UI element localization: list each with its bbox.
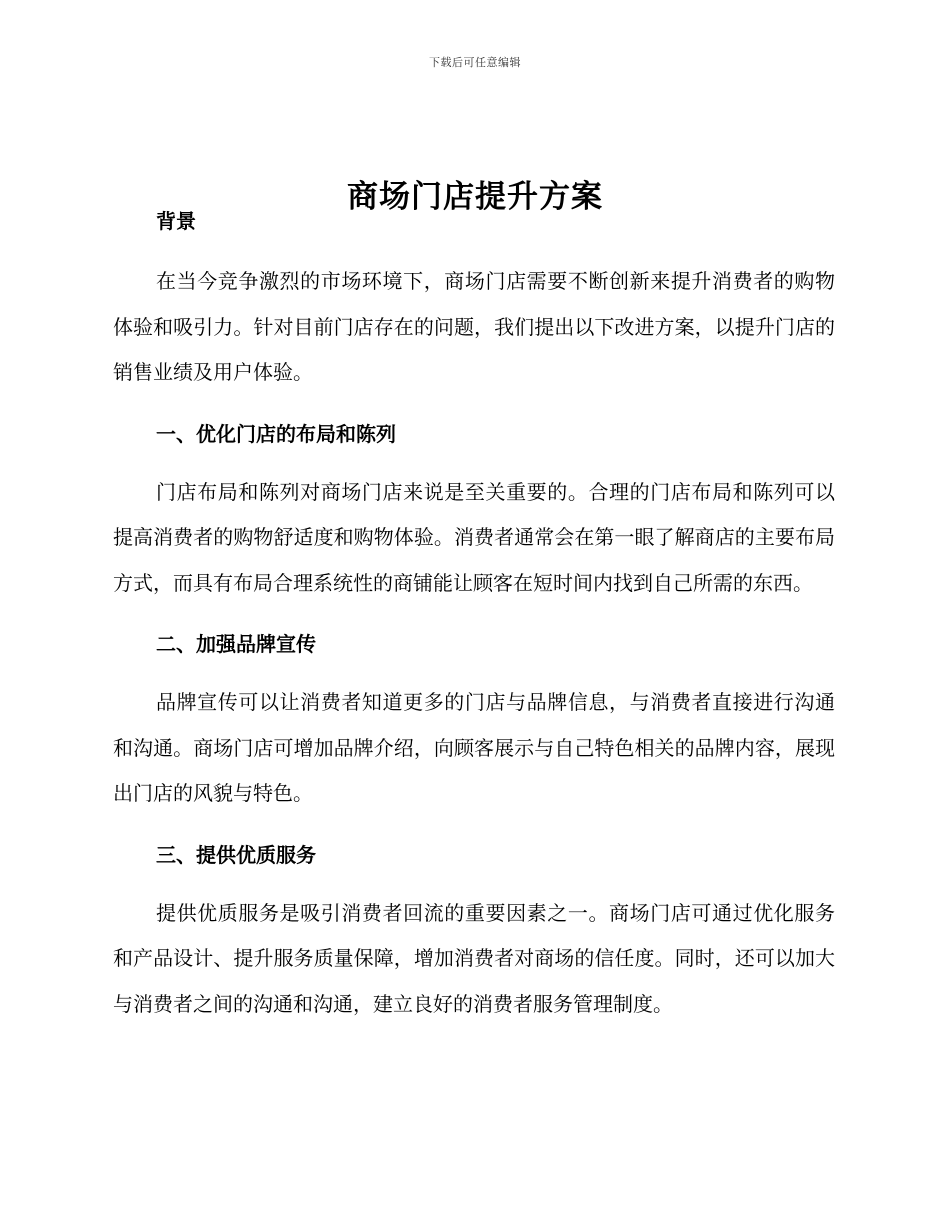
section-heading-layout: 一、优化门店的布局和陈列 (156, 421, 396, 446)
section-heading-branding: 二、加强品牌宣传 (156, 632, 316, 656)
document-title: 商场门店提升方案 (347, 178, 603, 215)
section-paragraph-layout: 门店布局和陈列对商场门店来说是至关重要的。合理的门店布局和陈列可以提高消费者的购物舒适度和购物体验。消费者通常会在第一眼了解商店的主要布局方式，而具有布局合理系统性的商铺能让顾客在短时间内找到自己所需的东西。 (113, 479, 835, 595)
page-header-note: 下载后可任意编辑 (429, 56, 521, 69)
section-heading-background: 背景 (156, 209, 196, 233)
section-paragraph-service: 提供优质服务是吸引消费者回流的重要因素之一。商场门店可通过优化服务和产品设计、提升服务质量保障，增加消费者对商场的信任度。同时，还可以加大与消费者之间的沟通和沟通，建立良好的消费者服务管理制度。 (113, 900, 835, 1016)
document-body (113, 203, 835, 1027)
section-heading-service: 三、提供优质服务 (156, 842, 316, 867)
section-paragraph-background: 在当今竞争激烈的市场环境下，商场门店需要不断创新来提升消费者的购物体验和吸引力。针对目前门店存在的问题，我们提出以下改进方案，以提升门店的销售业绩及用户体验。 (113, 269, 835, 384)
section-paragraph-branding: 品牌宣传可以让消费者知道更多的门店与品牌信息，与消费者直接进行沟通和沟通。商场门店可增加品牌介绍，向顾客展示与自己特色相关的品牌内容，展现出门店的风貌与特色。 (113, 690, 835, 805)
